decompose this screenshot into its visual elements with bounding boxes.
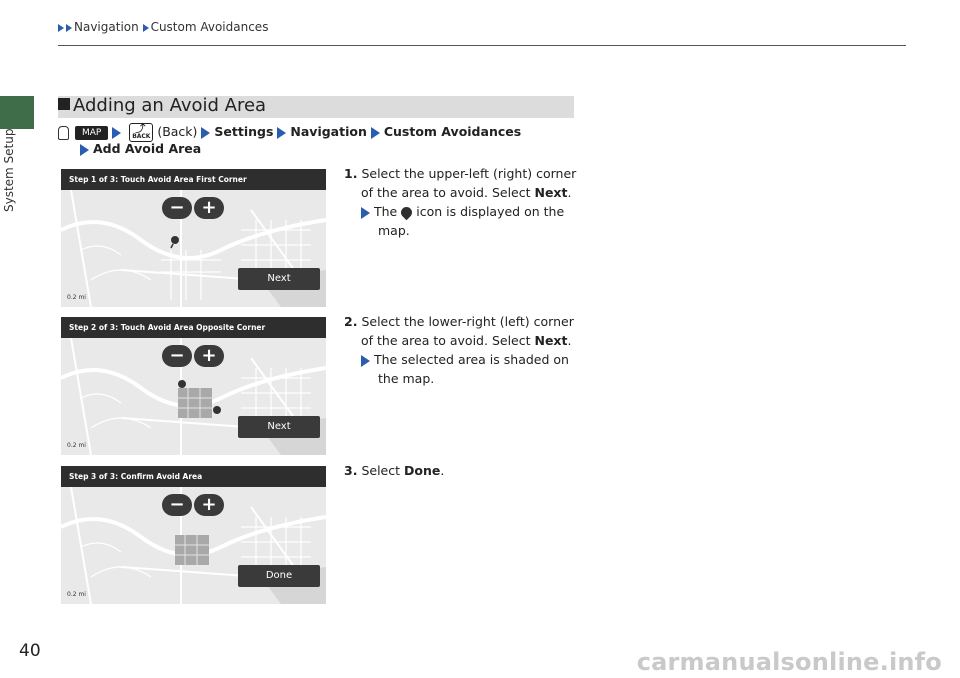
triangle-arrow-icon [361,207,370,219]
step-text: of the area to avoid. Select [361,185,535,200]
breadcrumb [58,20,268,34]
step-text: Select the upper-left (right) corner [361,166,577,181]
chapter-side-label: System Setup [2,128,16,212]
step-bold-term: Next [534,185,568,200]
zoom-controls [162,345,228,367]
step-number: 3. [344,463,358,478]
section-title [58,95,266,116]
step-number: 1. [344,166,358,181]
zoom-in-button[interactable]: + [194,345,224,367]
zoom-controls [162,197,228,219]
triangle-arrow-icon [277,127,286,139]
step-2 [344,312,579,388]
zoom-out-button[interactable]: − [162,494,192,516]
step-3 [344,461,579,480]
step-bold-term: Done [403,463,441,478]
step-sub [344,350,579,369]
sub-text: the map. [378,371,435,386]
triangle-bullet-icon [58,24,64,32]
menu-path-continued [80,141,201,156]
screen-header: Step 1 of 3: Touch Avoid Area First Corner [61,169,326,190]
section-title-text: Adding an Avoid Area [73,95,267,116]
zoom-in-button[interactable]: + [194,494,224,516]
screen-step-2 [61,317,326,455]
sub-text: The selected area is shaded on [374,352,569,367]
zoom-in-button[interactable]: + [194,197,224,219]
path-navigation: Navigation [290,124,367,139]
step-line [344,183,579,202]
pin-icon [399,205,415,221]
header-divider [58,45,906,46]
sub-text: map. [378,223,410,238]
map-scale: 0.2 mi [67,591,86,598]
triangle-arrow-icon [371,127,380,139]
step-period: . [567,333,572,348]
step-1 [344,164,579,240]
back-icon: ⤴ BACK [129,123,153,142]
step-text: Select the lower-right (left) corner [361,314,574,329]
step-period: . [440,463,445,478]
next-button[interactable]: Next [238,416,320,438]
step-period: . [567,185,572,200]
step-bold-term: Next [534,333,568,348]
zoom-out-button[interactable]: − [162,197,192,219]
square-bullet-icon [58,98,70,110]
done-button[interactable]: Done [238,565,320,587]
breadcrumb-custom-avoidances: Custom Avoidances [150,20,269,34]
watermark: carmanualsonline.info [636,648,942,676]
screen-step-1 [61,169,326,307]
path-add-avoid-area: Add Avoid Area [93,141,202,156]
screen-header: Step 3 of 3: Confirm Avoid Area [61,466,326,487]
breadcrumb-navigation: Navigation [74,20,139,34]
step-line [344,164,579,183]
triangle-arrow-icon [201,127,210,139]
sub-text: icon is displayed on the [416,204,565,219]
home-icon [58,126,69,140]
step-line [344,331,579,350]
zoom-controls [162,494,228,516]
map-scale: 0.2 mi [67,294,86,301]
path-custom-avoidances: Custom Avoidances [383,124,522,139]
zoom-out-button[interactable]: − [162,345,192,367]
map-scale: 0.2 mi [67,442,86,449]
sub-text: The [374,204,398,219]
triangle-arrow-icon [112,127,121,139]
triangle-bullet-icon [143,24,149,32]
screen-header: Step 2 of 3: Touch Avoid Area Opposite Corner [61,317,326,338]
menu-path [58,123,521,142]
page-number: 40 [19,641,41,661]
triangle-bullet-icon [66,24,72,32]
chapter-tab-marker [0,96,34,129]
back-label: (Back) [157,124,198,139]
step-text: of the area to avoid. Select [361,333,535,348]
step-text: Select [361,463,404,478]
step-number: 2. [344,314,358,329]
map-button-icon: MAP [75,126,108,140]
next-button[interactable]: Next [238,268,320,290]
step-line [344,312,579,331]
step-sub [344,202,579,221]
triangle-arrow-icon [361,355,370,367]
path-settings: Settings [214,124,274,139]
screen-step-3 [61,466,326,604]
triangle-arrow-icon [80,144,89,156]
